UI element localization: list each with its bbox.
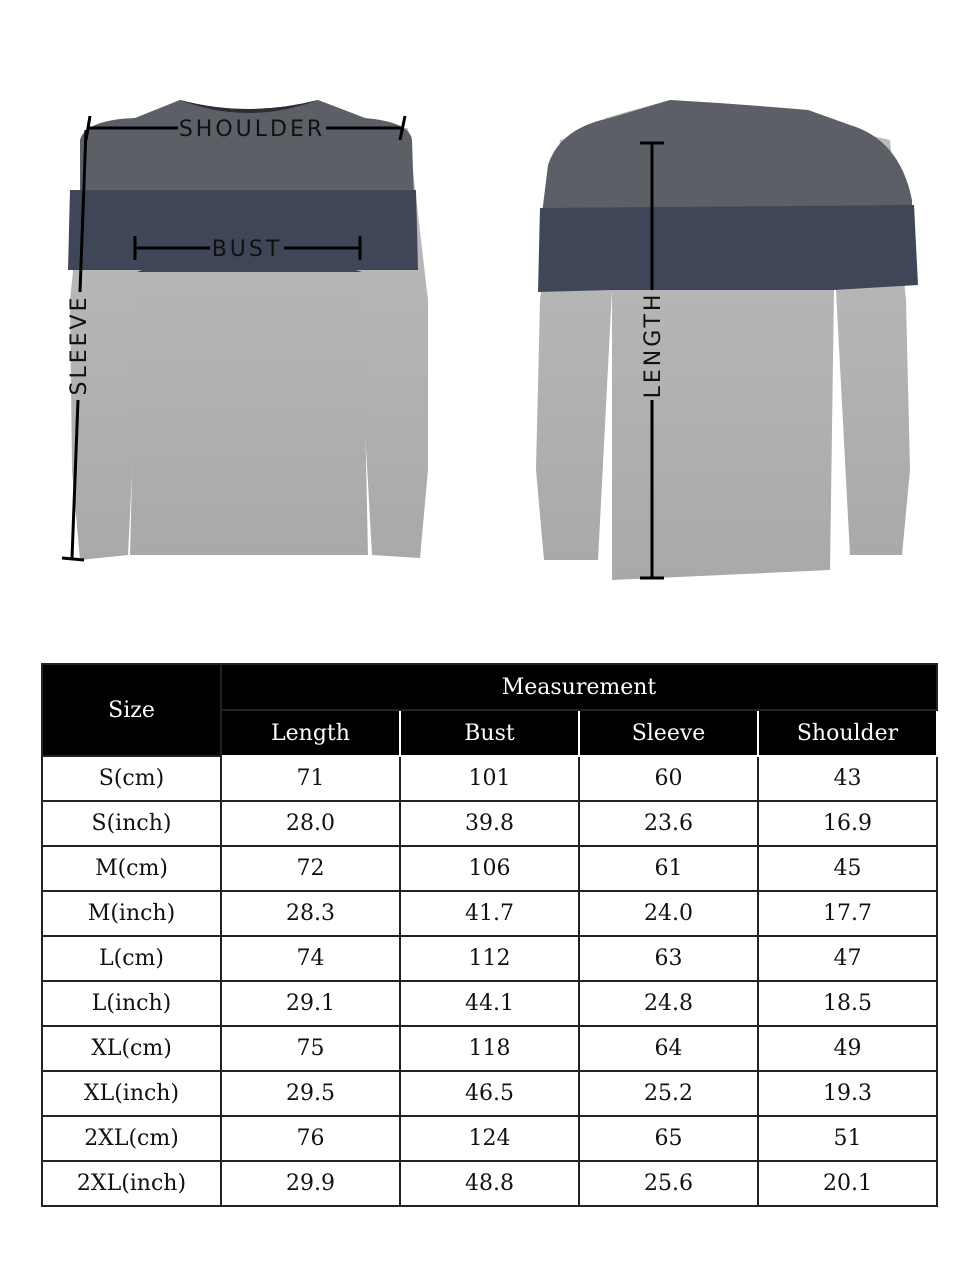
shoulder-cell: 49 (758, 1026, 937, 1071)
length-cell: 75 (221, 1026, 400, 1071)
sleeve-cell: 24.0 (579, 891, 758, 936)
sleeve-cell: 24.8 (579, 981, 758, 1026)
bust-cell: 118 (400, 1026, 579, 1071)
shoulder-label: SHOULDER (178, 117, 326, 142)
table-row (42, 756, 937, 801)
shoulder-column-header: Shoulder (758, 710, 937, 756)
table-row (42, 801, 937, 846)
shoulder-cell: 47 (758, 936, 937, 981)
bust-cell: 46.5 (400, 1071, 579, 1116)
back-shirt (536, 100, 918, 580)
length-cell: 72 (221, 846, 400, 891)
sleeve-cell: 61 (579, 846, 758, 891)
length-cell: 28.0 (221, 801, 400, 846)
bust-cell: 124 (400, 1116, 579, 1161)
sleeve-cell: 63 (579, 936, 758, 981)
sleeve-column-header: Sleeve (579, 710, 758, 756)
sleeve-cell: 65 (579, 1116, 758, 1161)
sleeve-cell: 64 (579, 1026, 758, 1071)
sleeve-cell: 25.6 (579, 1161, 758, 1206)
size-cell: L(cm) (42, 936, 221, 981)
size-cell: S(cm) (42, 756, 221, 801)
table-row (42, 1116, 937, 1161)
size-cell: 2XL(inch) (42, 1161, 221, 1206)
bust-cell: 39.8 (400, 801, 579, 846)
table-row (42, 1071, 937, 1116)
size-cell: S(inch) (42, 801, 221, 846)
length-cell: 29.9 (221, 1161, 400, 1206)
length-column-header: Length (221, 710, 400, 756)
sleeve-cell: 23.6 (579, 801, 758, 846)
bust-cell: 41.7 (400, 891, 579, 936)
front-shirt (68, 100, 428, 560)
shoulder-cell: 17.7 (758, 891, 937, 936)
bust-cell: 112 (400, 936, 579, 981)
size-column-header: Size (42, 664, 221, 756)
sleeve-cell: 60 (579, 756, 758, 801)
bust-cell: 106 (400, 846, 579, 891)
table-row (42, 936, 937, 981)
shoulder-cell: 45 (758, 846, 937, 891)
shoulder-cell: 43 (758, 756, 937, 801)
size-chart (41, 663, 938, 1207)
size-cell: XL(inch) (42, 1071, 221, 1116)
size-cell: 2XL(cm) (42, 1116, 221, 1161)
size-cell: XL(cm) (42, 1026, 221, 1071)
size-table (41, 663, 938, 1207)
table-row (42, 981, 937, 1026)
bust-cell: 101 (400, 756, 579, 801)
shoulder-cell: 19.3 (758, 1071, 937, 1116)
bust-cell: 48.8 (400, 1161, 579, 1206)
sleeve-cell: 25.2 (579, 1071, 758, 1116)
shoulder-cell: 16.9 (758, 801, 937, 846)
shoulder-cell: 51 (758, 1116, 937, 1161)
length-cell: 76 (221, 1116, 400, 1161)
size-cell: M(inch) (42, 891, 221, 936)
shoulder-cell: 20.1 (758, 1161, 937, 1206)
size-cell: M(cm) (42, 846, 221, 891)
bust-column-header: Bust (400, 710, 579, 756)
measurement-group-header: Measurement (221, 664, 937, 710)
table-row (42, 846, 937, 891)
shoulder-cell: 18.5 (758, 981, 937, 1026)
length-cell: 71 (221, 756, 400, 801)
length-label: LENGTH (641, 291, 666, 399)
table-row (42, 1161, 937, 1206)
bust-label: BUST (211, 237, 283, 262)
length-cell: 28.3 (221, 891, 400, 936)
table-row (42, 891, 937, 936)
size-cell: L(inch) (42, 981, 221, 1026)
length-cell: 74 (221, 936, 400, 981)
length-cell: 29.5 (221, 1071, 400, 1116)
table-row (42, 1026, 937, 1071)
sleeve-label: SLEEVE (67, 294, 92, 396)
bust-cell: 44.1 (400, 981, 579, 1026)
length-cell: 29.1 (221, 981, 400, 1026)
